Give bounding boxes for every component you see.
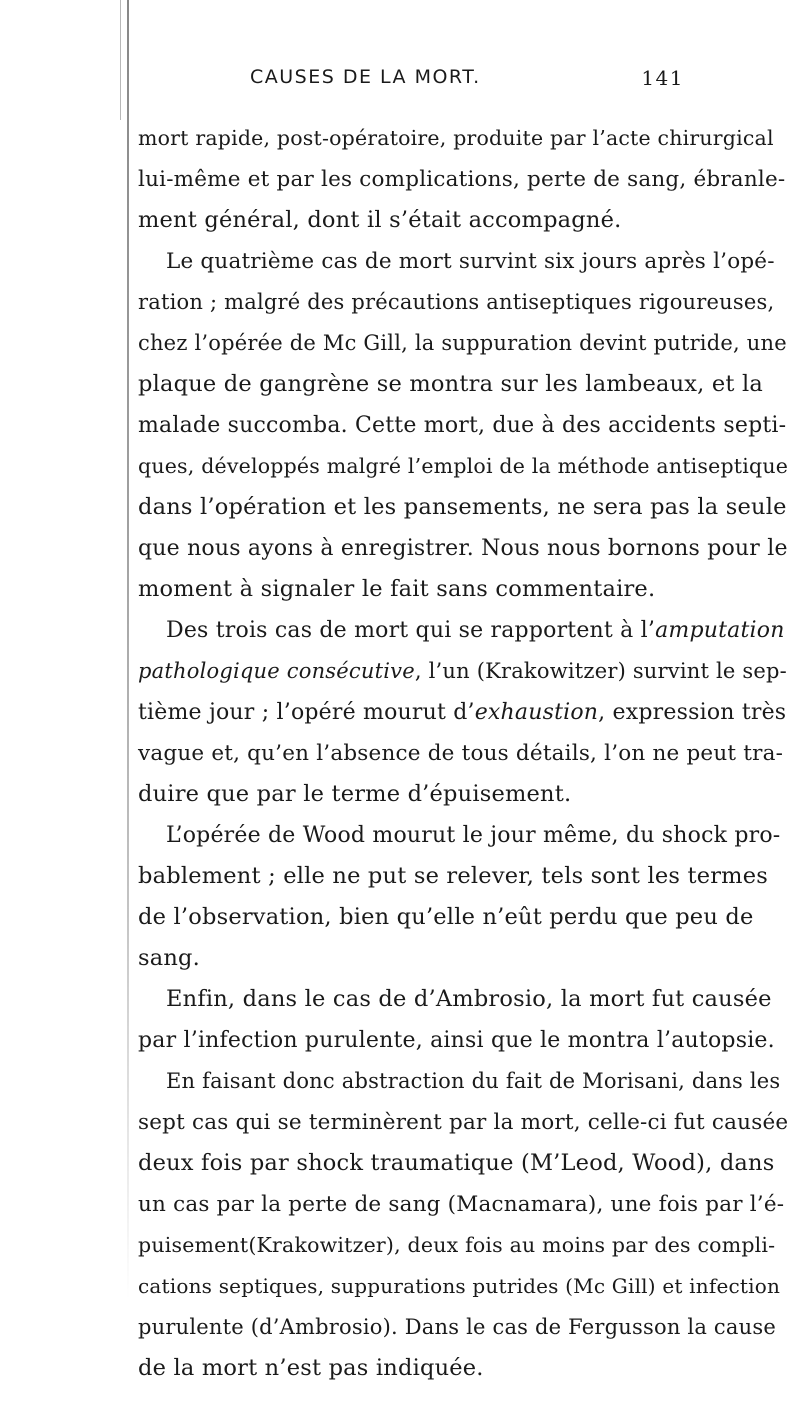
- text-line: moment à signaler le fait sans commentaire.: [138, 576, 656, 602]
- text-line: mort rapide, post-opératoire, produite par l’acte chirurgical: [138, 126, 774, 150]
- text-line: [138, 692, 786, 733]
- text-line: duire que par le terme d’épuisement.: [138, 781, 572, 807]
- page-edge-mark: [120, 0, 121, 120]
- italic-term: exhaustion: [474, 700, 599, 725]
- text-line: ment général, dont il s’était accompagné.: [138, 207, 622, 233]
- text-line: L’opérée de Wood mourut le jour même, du shock pro-: [166, 823, 781, 848]
- running-header: [138, 66, 684, 100]
- text-line: purulente (d’Ambrosio). Dans le cas de Fergusson la cause: [138, 1315, 776, 1339]
- text-line: chez l’opérée de Mc Gill, la suppuration devint putride, une: [138, 331, 787, 355]
- text-line: lui-même et par les complications, perte de sang, ébranle-: [138, 167, 786, 192]
- text-line: que nous ayons à enregistrer. Nous nous bornons pour le: [138, 536, 788, 561]
- text-line: malade succomba. Cette mort, due à des accidents septi-: [138, 413, 787, 438]
- text-line: de la mort n’est pas indiquée.: [138, 1355, 484, 1381]
- text-line: vague et, qu’en l’absence de tous détails, l’on ne peut tra-: [138, 741, 784, 766]
- text-segment: , expression très: [598, 700, 787, 725]
- text-line: puisement(Krakowitzer), deux fois au moins par des compli-: [138, 1233, 776, 1257]
- italic-term: amputation: [655, 618, 785, 643]
- text-line: Le quatrième cas de mort survint six jours après l’opé-: [166, 249, 775, 274]
- text-line: ques, développés malgré l’emploi de la méthode antiseptique: [138, 454, 789, 478]
- text-line: ration ; malgré des précautions antiseptiques rigoureuses,: [138, 290, 775, 314]
- text-line: sang.: [138, 945, 201, 971]
- text-line: un cas par la perte de sang (Macnamara), une fois par l’é-: [138, 1192, 785, 1217]
- text-line: En faisant donc abstraction du fait de Morisani, dans les: [166, 1069, 781, 1093]
- text-line: [166, 610, 785, 651]
- text-segment: tième jour ; l’opéré mourut d’: [138, 700, 475, 725]
- page-number: 141: [641, 66, 684, 90]
- text-line: sept cas qui se terminèrent par la mort, celle-ci fut causée: [138, 1110, 789, 1135]
- text-line: par l’infection purulente, ainsi que le montra l’autopsie.: [138, 1028, 775, 1053]
- text-segment: Des trois cas de mort qui se rapportent à l’: [166, 618, 656, 643]
- text-line: de l’observation, bien qu’elle n’eût perdu que peu de: [138, 904, 754, 930]
- text-segment: , l’un (Krakowitzer) survint le sep-: [414, 659, 787, 683]
- text-line: dans l’opération et les pansements, ne sera pas la seule: [138, 494, 787, 520]
- text-line: plaque de gangrène se montra sur les lambeaux, et la: [138, 371, 763, 397]
- italic-term: pathologique consécutive: [138, 659, 415, 683]
- text-line: cations septiques, suppurations putrides (Mc Gill) et infection: [138, 1274, 781, 1298]
- text-line: Enfin, dans le cas de d’Ambrosio, la mort fut causée: [166, 986, 772, 1012]
- running-title: CAUSES DE LA MORT.: [250, 66, 481, 88]
- text-line: [138, 651, 787, 692]
- text-line: deux fois par shock traumatique (M’Leod, Wood), dans: [138, 1150, 775, 1176]
- page-gutter-shadow: [127, 0, 129, 1300]
- text-line: bablement ; elle ne put se relever, tels sont les termes: [138, 863, 768, 889]
